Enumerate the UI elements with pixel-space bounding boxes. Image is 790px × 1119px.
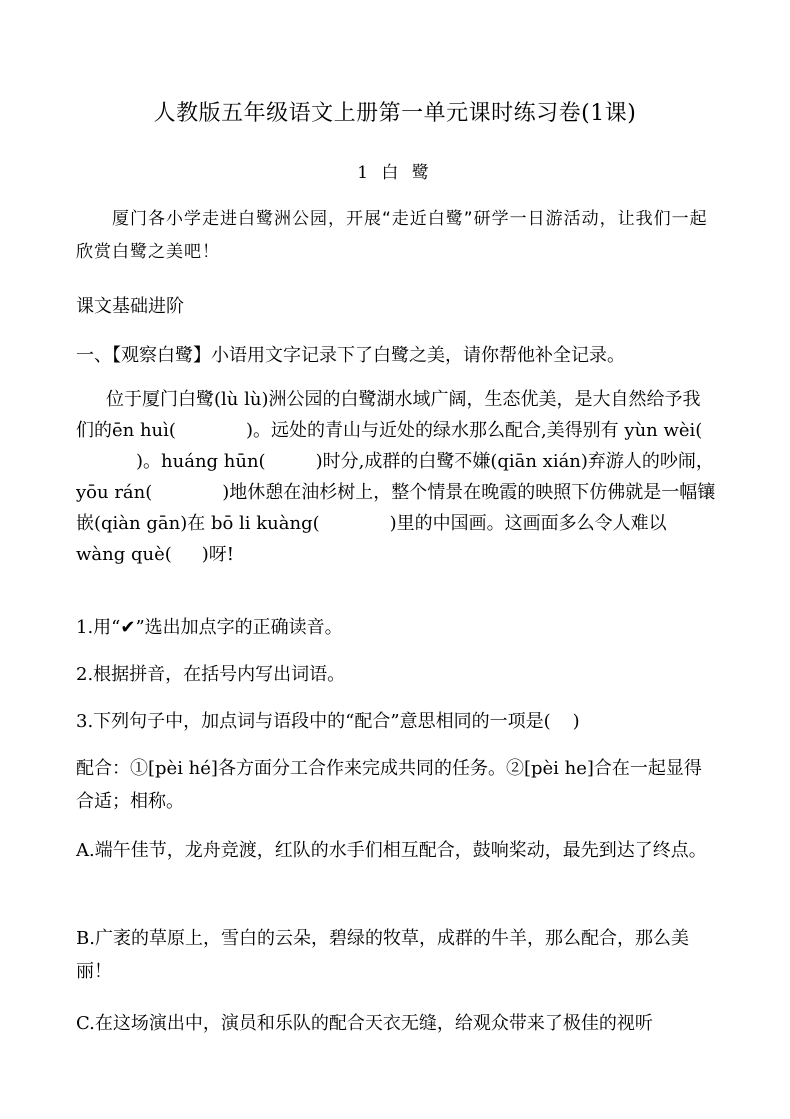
passage-segment: )。huáng hūn(: [136, 451, 266, 472]
sub-question-2: 2.根据拼音，在括号内写出词语。: [76, 664, 346, 685]
sub-question-3-text: 3.下列句子中，加点词与语段中的“配合”意思相同的一项是(: [76, 711, 551, 732]
passage-segment: )里的中国画。这画面多么令人难以 wàng què(: [76, 513, 667, 565]
option-c[interactable]: C.在这场演出中，演员和乐队的配合天衣无缝，给观众带来了极佳的视听: [76, 1013, 653, 1034]
passage-segment: )时分,成群的白鹭不嫌(qiān xián)弃游人的吵闹， yōu rán(: [76, 451, 714, 503]
section-heading: 课文基础进阶: [76, 296, 184, 317]
sub-question-3-close: ): [572, 711, 580, 732]
passage-segment: )呀!: [201, 544, 235, 565]
passage-segment: )地休憩在油杉树上，整个情景在晚霞的映照下仿佛就是一幅镶嵌(qiàn gān)在 bō li kuàng(: [76, 482, 716, 534]
reading-passage: [76, 384, 716, 570]
sub-question-3: [76, 705, 716, 738]
page-title: 人教版五年级语文上册第一单元课时练习卷(1课): [153, 101, 637, 126]
peihe-definition: 配合：①[pèi hé]各方面分工合作来完成共同的任务。②[pèi he]合在一起显得合适；相称。: [76, 758, 702, 812]
lesson-subtitle: 1 白 鹭: [357, 163, 433, 183]
passage-segment: 位于厦门白鹭(lù lù)洲公园的白鹭湖水域广阔，生态优美，是大自然给予我们的ēn huì(: [76, 389, 701, 441]
sub-question-1: 1.用“✔”选出加点字的正确读音。: [76, 617, 343, 638]
option-b[interactable]: B.广袤的草原上，雪白的云朵，碧绿的牧草，成群的牛羊，那么配合，那么美丽！: [76, 928, 689, 982]
passage-segment: )。远处的青山与近处的绿水那么配合,美得别有 yùn wèi(: [245, 420, 703, 441]
intro-paragraph: 厦门各小学走进白鹭洲公园，开展“走近白鹭”研学一日游活动，让我们一起欣赏白鹭之美吧！: [76, 209, 708, 262]
option-a[interactable]: A.端午佳节，龙舟竞渡，红队的水手们相互配合，鼓响桨动，最先到达了终点。: [76, 840, 707, 861]
question-1-heading: 一、【观察白鹭】小语用文字记录下了白鹭之美，请你帮他补全记录。: [76, 345, 625, 366]
